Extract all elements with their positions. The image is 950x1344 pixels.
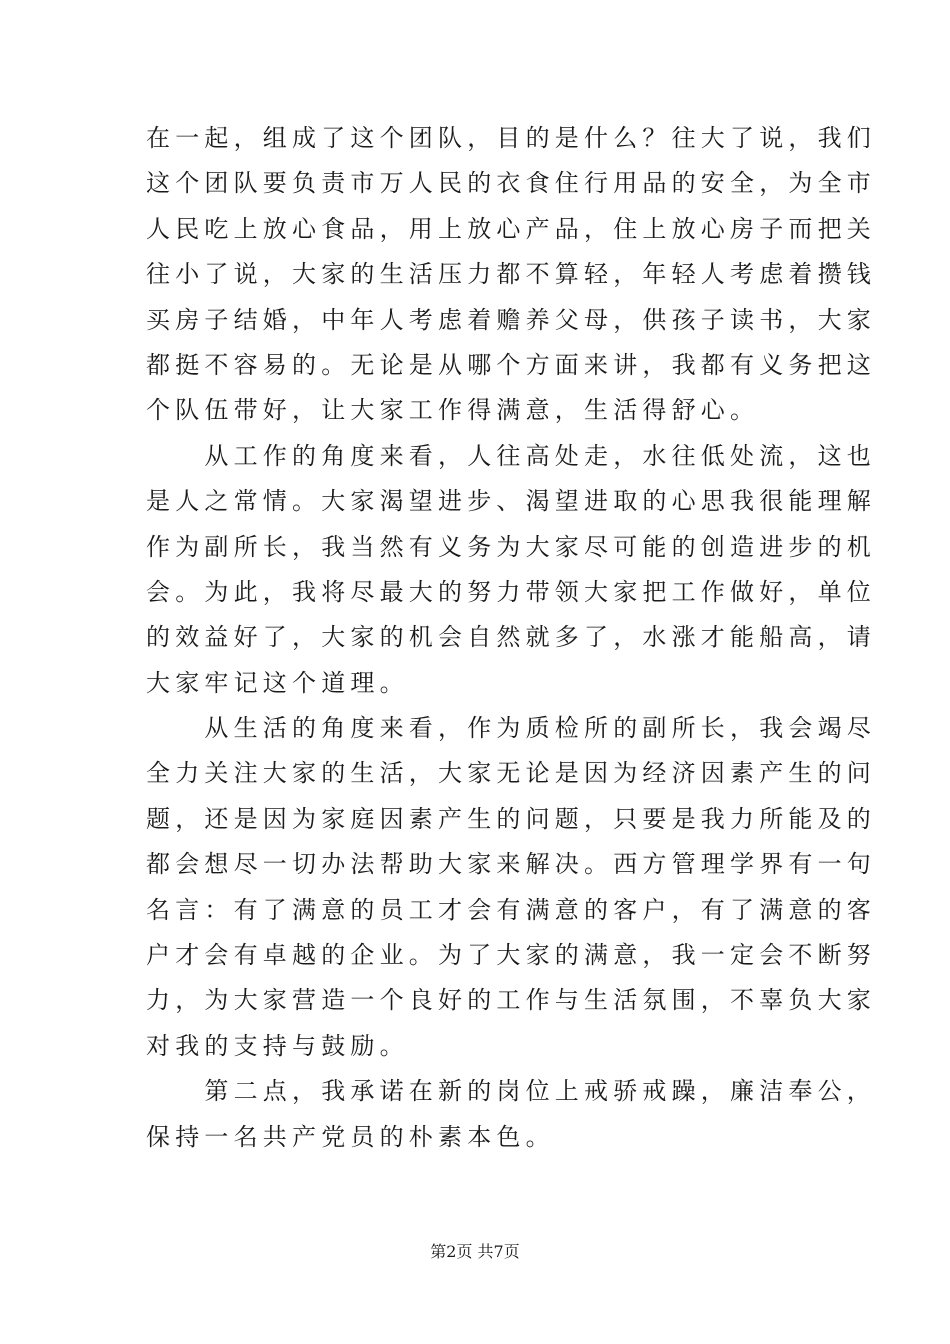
text-line: 题，还是因为家庭因素产生的问题，只要是我力所能及的: [146, 804, 876, 833]
text-line: 往小了说，大家的生活压力都不算轻，年轻人考虑着攒钱: [146, 260, 876, 289]
text-line: 的效益好了，大家的机会自然就多了，水涨才能船高，请: [146, 623, 876, 652]
text-line: 从工作的角度来看，人往高处走，水往低处流，这也: [146, 441, 876, 470]
body-text: [146, 116, 876, 1160]
text-line: 户才会有卓越的企业。为了大家的满意，我一定会不断努: [146, 941, 876, 970]
text-line: 在一起，组成了这个团队，目的是什么？往大了说，我们: [146, 124, 876, 152]
text-line: 对我的支持与鼓励。: [146, 1031, 409, 1060]
text-line: 大家牢记这个道理。: [146, 668, 409, 697]
text-line: 个队伍带好，让大家工作得满意，生活得舒心。: [146, 396, 760, 425]
text-line: 第二点，我承诺在新的岗位上戒骄戒躁，廉洁奉公，: [146, 1077, 876, 1106]
page-number: 第2页 共7页: [430, 1242, 520, 1261]
page-footer: [0, 1240, 950, 1264]
text-line: 会。为此，我将尽最大的努力带领大家把工作做好，单位: [146, 577, 876, 606]
text-line: 这个团队要负责市万人民的衣食住行用品的安全，为全市: [146, 169, 876, 198]
text-line: 都挺不容易的。无论是从哪个方面来讲，我都有义务把这: [146, 350, 876, 379]
text-line: 力，为大家营造一个良好的工作与生活氛围，不辜负大家: [146, 986, 876, 1015]
text-line: 名言：有了满意的员工才会有满意的客户，有了满意的客: [146, 895, 876, 924]
text-line: 人民吃上放心食品，用上放心产品，住上放心房子而把关: [146, 214, 876, 243]
text-line: 从生活的角度来看，作为质检所的副所长，我会竭尽: [146, 714, 876, 743]
text-line: 全力关注大家的生活，大家无论是因为经济因素产生的问: [146, 759, 876, 788]
text-line: 作为副所长，我当然有义务为大家尽可能的创造进步的机: [146, 532, 876, 561]
text-line: 买房子结婚，中年人考虑着赡养父母，供孩子读书，大家: [146, 305, 876, 334]
text-line: 都会想尽一切办法帮助大家来解决。西方管理学界有一句: [146, 850, 876, 879]
text-line: 是人之常情。大家渴望进步、渴望进取的心思我很能理解: [146, 487, 876, 516]
text-line: 保持一名共产党员的朴素本色。: [146, 1122, 555, 1151]
